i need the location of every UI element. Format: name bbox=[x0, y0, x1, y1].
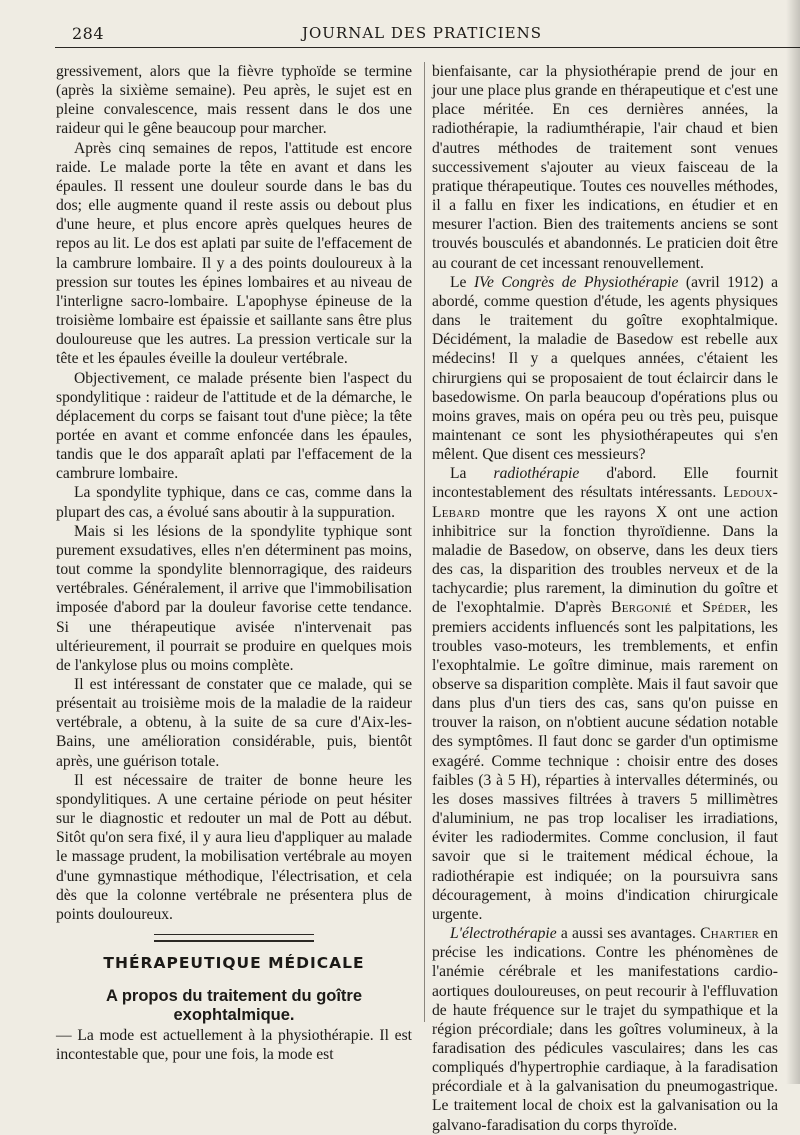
section-title: THÉRAPEUTIQUE MÉDICALE bbox=[103, 954, 365, 973]
paragraph: Mais si les lésions de la spondylite typhique sont purement exsudatives, elles n'en déterminent pas moins, tout comme la spondylite blennorragique, des raideurs vertébrales. Généralement, il arrive que l'immobilisation imposée d'abord par la douleur favorise cette tendance. Si une thérapeutique avisée n'intervenait pas ultérieurement, il pourrait se produire en quelques mois de l'ankylose plus ou moins complète. bbox=[56, 522, 412, 674]
author-name: Bergonié bbox=[611, 599, 672, 617]
paragraph: Après cinq semaines de repos, l'attitude est encore raide. Le malade porte la tête en avant et dans les épaules. Il ressent une douleur sourde dans le bas du dos; elle augmente quand il reste assis ou debout plus d'une heure, et plus encore après quelques heures de repos au lit. Le dos est aplati par suite de l'effacement de la cambrure lombaire. Il y a des points douloureux à la pression sur toutes les épines lombaires et au niveau de l'interligne sacro-lombaire. L'apophyse épineuse de la troisième lombaire est épaissie et saillante sans être plus douloureuse que les autres. La pression verticale sur la tête et les épaules éveille la douleur vertébrale. bbox=[56, 139, 412, 368]
running-title: JOURNAL DES PRATICIENS bbox=[301, 24, 543, 42]
paragraph: — La mode est actuellement à la physiothérapie. Il est incontestable que, pour une fois, la mode est bbox=[56, 1026, 412, 1063]
header-rule bbox=[55, 47, 800, 48]
author-name: Ledoux-Lebard bbox=[432, 484, 778, 521]
text-run: en précise les indications. Contre les phénomènes de l'anémie cérébrale et les manifestations cardio-aortiques douloureuses, on peut recourir à l'effluvation de haute fréquence sur le trajet du sympathique et la région précordiale; dans les goîtres volumineux, à la faradisation des pédicules vasculaires; dans les cas compliqués d'hypertrophie cardiaque, à la faradisation précordiale et à la galvanisation du pneumogastrique. Le traitement local de choix est la galvanisation ou la galvano-faradisation du corps thyroïde. bbox=[432, 925, 778, 1134]
paragraph bbox=[432, 273, 778, 465]
left-column bbox=[56, 62, 412, 1064]
section-ornament bbox=[154, 934, 314, 942]
paragraph bbox=[432, 464, 778, 924]
right-column bbox=[432, 62, 778, 1135]
paragraph: Il est intéressant de constater que ce malade, qui se présentait au troisième mois de la maladie de la raideur vertébrale, a obtenu, à la suite de sa cure d'Aix-les-Bains, une amélioration considérable, puis, bientôt après, une guérison totale. bbox=[56, 676, 412, 770]
italic-text: radiothérapie bbox=[493, 465, 580, 483]
italic-text: IVe Congrès de Physiothérapie bbox=[473, 273, 679, 291]
text-run: La bbox=[450, 465, 494, 483]
paragraph: bienfaisante, car la physiothérapie prend de jour en jour une place plus grande en thérapeutique et c'est une place méritée. En ces dernières années, la radiothérapie, la radiumthérapie, l'air chaud et bien d'autres méthodes de traitement sont venues successivement s'ajouter au vieux faisceau de la pratique thérapeutique. Toutes ces nouvelles méthodes, il a fallu en fixer les indications, en étudier et en mesurer l'action. Bien des traitements anciens se sont trouvés bousculés et abandonnés. Le praticien doit être au courant de cet incessant renouvellement. bbox=[432, 63, 778, 272]
page-edge-shadow bbox=[786, 0, 800, 1084]
text-run: Le bbox=[450, 273, 474, 291]
text-run: montre que les rayons X ont une action inhibitrice sur la fonction thyroïdienne. Dans la maladie de Basedow, on observe, dans les deux tiers des cas, la disparition des troubles nerveux et de la tachycardie; plus rarement, la diminution du goître et de l'exophtalmie. D'après bbox=[432, 503, 778, 617]
text-run: (avril 1912) a abordé, comme question d'étude, les agents physiques dans le traitement du goître exophtalmique. Décidément, la maladie de Basedow est rebelle aux médecins! Il y a quelques années, c'étaient les chirurgiens qui se proposaient de tout éclaircir dans le basedowisme. On parla beaucoup d'opérations plus ou moins graves, mais on opéra peu ou très peu, puisque maintenant ce sont les physiothérapeutes qui s'en mêlent. Que disent ces messieurs? bbox=[432, 273, 778, 464]
paragraph: Objectivement, ce malade présente bien l'aspect du spondylitique : raideur de l'attitude et de la démarche, le déplacement du corps se faisant tout d'une pièce; la tête portée en avant et comme enfoncée dans les épaules, tandis que le dos apparaît aplati par l'effacement de la cambrure lombaire. bbox=[56, 369, 412, 483]
column-divider bbox=[424, 62, 425, 1022]
author-name: Chartier bbox=[700, 925, 760, 943]
paragraph: Il est nécessaire de traiter de bonne heure les spondylitiques. A une certaine période on peut hésiter sur le diagnostic et redouter un mal de Pott au début. Sitôt qu'on sera fixé, il y aura lieu d'appliquer au malade le massage prudent, la mobilisation vertébrale au moyen d'une gymnastique méthodique, l'électrisation, et cela dès que la colonne vertébrale ne présentera plus de points douloureux. bbox=[56, 771, 412, 923]
paragraph: gressivement, alors que la fièvre typhoïde se termine (après la sixième semaine). Peu après, le sujet est en pleine convalescence, mais ressent dans le dos une raideur qui le gêne beaucoup pour marcher. bbox=[56, 63, 412, 138]
page-header bbox=[72, 22, 772, 46]
author-name: Spéder bbox=[702, 599, 747, 617]
paragraph bbox=[432, 924, 778, 1135]
text-run: et bbox=[671, 599, 703, 617]
page-number: 284 bbox=[72, 24, 105, 43]
text-run: , les premiers accidents influencés sont les palpitations, les troubles vaso-moteurs, les tremblements, et enfin l'exophtalmie. Le goître diminue, mais rarement on observe sa disparition complète. Mais il faut savoir que dans plus d'un tiers des cas, sans qu'on puisse en trouver la raison, on n'obtient aucune sédation notable des symptômes. Il faut donc se garder d'un optimisme exagéré. Comme technique : choisir entre des doses faibles (3 à 5 H), réparties à intervalles déterminés, ou les doses massives filtrées à travers 5 millimètres d'aluminium, ne pas trop localiser les irradiations, éviter les radiodermites. Comme conclusion, il faut savoir que si le traitement médical échoue, la radiothérapie est indiquée; on la poursuivra sans découragement, à moins d'indication chirurgicale urgente. bbox=[432, 599, 778, 923]
text-run: a aussi ses avantages. bbox=[556, 925, 701, 943]
italic-text: L'électrothérapie bbox=[450, 925, 557, 943]
text-run: d'abord. Elle fournit incontestablement des résultats intéressants. bbox=[432, 465, 778, 502]
article-title: A propos du traitement du goître exophtalmique. bbox=[105, 987, 363, 1025]
paragraph: La spondylite typhique, dans ce cas, comme dans la plupart des cas, a évolué sans aboutir à la suppuration. bbox=[56, 484, 412, 521]
